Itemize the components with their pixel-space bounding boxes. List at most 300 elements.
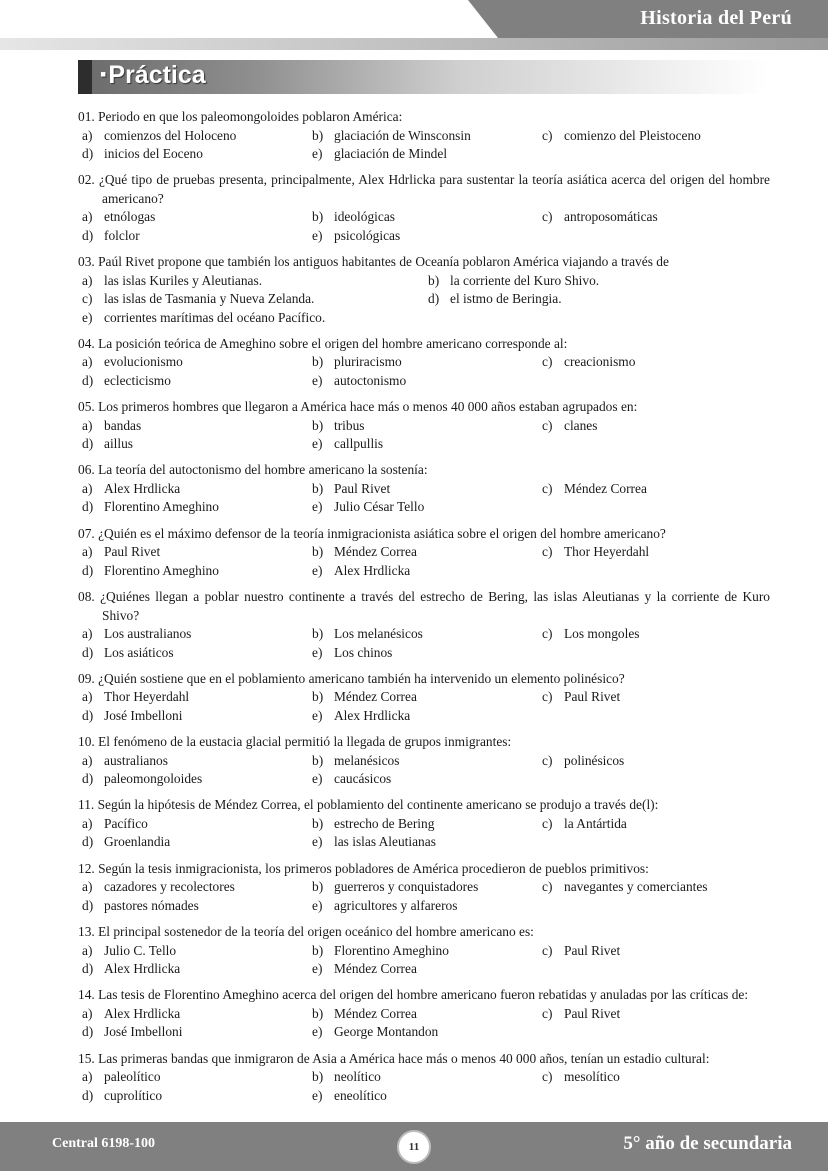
option-letter: e) xyxy=(312,644,323,660)
option-letter: d) xyxy=(82,897,94,913)
option-text: folclor xyxy=(104,227,140,243)
question-text: ¿Quién es el máximo defensor de la teoría inmigracionista asiática sobre el origen del hombre americano? xyxy=(98,525,666,541)
option-letter: b) xyxy=(312,209,324,225)
question-number: 01. xyxy=(78,109,95,124)
option-letter: c) xyxy=(542,689,553,705)
option-letter: a) xyxy=(82,942,93,958)
answer-option xyxy=(82,290,428,309)
answer-option xyxy=(82,480,312,499)
question-item xyxy=(78,171,770,245)
option-letter: c) xyxy=(542,417,553,433)
option-letter: b) xyxy=(312,417,324,433)
option-grid xyxy=(78,543,770,580)
option-letter: a) xyxy=(82,209,93,225)
option-text: comienzo del Pleistoceno xyxy=(564,127,701,143)
question-number: 13. xyxy=(78,924,95,940)
bullet-icon: ▪ xyxy=(100,64,107,84)
option-letter: e) xyxy=(312,146,323,161)
option-letter: d) xyxy=(82,146,94,161)
question-text: Las primeras bandas que inmigraron de Asia a América hace más o menos 40 000 años, tenían un estadio cultural: xyxy=(98,1050,710,1066)
option-letter: d) xyxy=(82,771,94,787)
option-letter: c) xyxy=(542,879,553,895)
question-number: 04. xyxy=(78,335,95,351)
answer-option xyxy=(542,688,774,707)
question-item xyxy=(78,525,770,581)
option-letter: e) xyxy=(312,1087,323,1103)
option-grid xyxy=(78,752,770,789)
option-text: paleolítico xyxy=(104,1069,161,1085)
answer-option xyxy=(312,942,542,961)
question-text: Los primeros hombres que llegaron a América hace más o menos 40 000 años estaban agrupados en: xyxy=(98,399,638,415)
option-text: Méndez Correa xyxy=(334,961,417,977)
option-text: evolucionismo xyxy=(104,354,183,370)
question-stem xyxy=(78,588,770,625)
question-stem xyxy=(78,923,770,942)
option-letter: e) xyxy=(312,227,323,243)
option-text: Thor Heyerdahl xyxy=(564,544,650,560)
option-grid xyxy=(78,353,770,390)
answer-option xyxy=(82,353,312,372)
option-text: Los asiáticos xyxy=(104,644,174,660)
answer-option xyxy=(312,353,542,372)
option-letter: b) xyxy=(312,480,324,496)
option-text: Alex Hrdlicka xyxy=(104,480,181,496)
option-letter: e) xyxy=(312,897,323,913)
option-text: tribus xyxy=(334,417,365,433)
answer-option xyxy=(82,145,312,164)
question-text: La posición teórica de Ameghino sobre el origen del hombre americano corresponde al: xyxy=(98,335,568,351)
option-letter: e) xyxy=(312,771,323,787)
option-text: Paul Rivet xyxy=(104,544,161,560)
question-item xyxy=(78,670,770,726)
option-letter: a) xyxy=(82,544,93,560)
question-item xyxy=(78,733,770,789)
option-letter: c) xyxy=(542,544,553,560)
option-letter: c) xyxy=(542,127,553,143)
answer-option xyxy=(82,562,312,581)
option-text: Julio C. Tello xyxy=(104,942,177,958)
question-item xyxy=(78,253,770,327)
option-letter: a) xyxy=(82,879,93,895)
option-text: Los australianos xyxy=(104,626,192,642)
option-grid xyxy=(78,272,770,328)
option-letter: a) xyxy=(82,689,93,705)
answer-option xyxy=(82,960,312,979)
answer-option xyxy=(312,127,542,146)
option-text: psicológicas xyxy=(334,227,401,243)
answer-option xyxy=(312,878,542,897)
option-text: glaciación de Mindel xyxy=(334,146,448,161)
option-letter: e) xyxy=(312,707,323,723)
option-letter: c) xyxy=(542,626,553,642)
option-letter: a) xyxy=(82,417,93,433)
answer-option xyxy=(312,372,542,391)
question-stem xyxy=(78,525,770,544)
option-text: Paul Rivet xyxy=(564,942,621,958)
question-number: 09. xyxy=(78,670,95,686)
section-title-text: Práctica xyxy=(108,61,206,89)
option-grid xyxy=(78,208,770,245)
question-number: 08. xyxy=(78,589,95,605)
option-letter: d) xyxy=(82,436,94,452)
answer-option xyxy=(542,543,774,562)
option-text: Paul Rivet xyxy=(564,689,621,705)
option-text: Méndez Correa xyxy=(334,544,417,560)
option-grid xyxy=(78,942,770,979)
answer-option xyxy=(82,815,312,834)
answer-option xyxy=(82,752,312,771)
option-letter: d) xyxy=(82,707,94,723)
option-letter: a) xyxy=(82,1005,93,1021)
option-text: eclecticismo xyxy=(104,372,171,388)
question-stem xyxy=(78,796,770,815)
question-number: 10. xyxy=(78,734,95,750)
option-text: inicios del Eoceno xyxy=(104,146,203,161)
option-letter: c) xyxy=(542,752,553,768)
answer-option xyxy=(82,227,312,246)
question-number: 15. xyxy=(78,1050,95,1066)
option-text: glaciación de Winsconsin xyxy=(334,127,471,143)
question-number: 07. xyxy=(78,525,95,541)
question-text: Según la hipótesis de Méndez Correa, el poblamiento del continente americano se produjo a través de(l): xyxy=(97,797,659,813)
option-text: cazadores y recolectores xyxy=(104,879,235,895)
answer-option xyxy=(82,707,312,726)
question-number: 11. xyxy=(78,797,95,813)
option-letter: d) xyxy=(82,644,94,660)
option-text: aillus xyxy=(104,436,134,452)
answer-option xyxy=(542,1005,774,1024)
section-banner-bar xyxy=(78,60,92,94)
answer-option xyxy=(312,752,542,771)
question-item xyxy=(78,860,770,916)
option-letter: b) xyxy=(312,689,324,705)
footer-phone: Central 6198-100 xyxy=(52,1136,156,1151)
answer-option xyxy=(312,707,542,726)
option-text: Alex Hrdlicka xyxy=(334,707,411,723)
option-letter: c) xyxy=(82,291,93,307)
answer-option xyxy=(82,644,312,663)
option-letter: e) xyxy=(312,834,323,850)
answer-option xyxy=(312,960,542,979)
option-letter: b) xyxy=(312,354,324,370)
option-letter: e) xyxy=(312,372,323,388)
option-letter: d) xyxy=(82,562,94,578)
option-text: paleomongoloides xyxy=(104,771,203,787)
option-letter: b) xyxy=(312,1005,324,1021)
answer-option xyxy=(312,833,542,852)
option-text: Florentino Ameghino xyxy=(104,562,219,578)
page-number: 11 xyxy=(397,1130,431,1164)
option-letter: a) xyxy=(82,815,93,831)
option-text: Paul Rivet xyxy=(564,1005,621,1021)
answer-option xyxy=(542,1068,774,1087)
option-text: las islas Kuriles y Aleutianas. xyxy=(104,272,263,288)
question-item xyxy=(78,461,770,517)
answer-option xyxy=(312,227,542,246)
footer-grade: 5° año de secundaria xyxy=(623,1133,792,1154)
option-grid xyxy=(78,815,770,852)
answer-option xyxy=(82,688,312,707)
answer-option xyxy=(82,897,312,916)
answer-option xyxy=(542,208,774,227)
option-letter: d) xyxy=(82,1024,94,1040)
option-text: Julio César Tello xyxy=(334,499,425,515)
answer-option xyxy=(542,417,774,436)
answer-option xyxy=(312,625,542,644)
option-letter: c) xyxy=(542,1069,553,1085)
option-text: Florentino Ameghino xyxy=(104,499,219,515)
answer-option xyxy=(82,625,312,644)
option-text: neolítico xyxy=(334,1069,381,1085)
question-item xyxy=(78,986,770,1042)
option-grid xyxy=(78,480,770,517)
answer-option xyxy=(312,1068,542,1087)
question-list xyxy=(78,108,770,1113)
option-text: cuprolítico xyxy=(104,1087,163,1103)
question-item xyxy=(78,335,770,391)
option-text: Los melanésicos xyxy=(334,626,423,642)
option-text: Los chinos xyxy=(334,644,393,660)
question-item xyxy=(78,588,770,662)
option-letter: b) xyxy=(312,1069,324,1085)
answer-option xyxy=(428,272,774,291)
option-text: José Imbelloni xyxy=(104,707,183,723)
question-number: 06. xyxy=(78,462,95,478)
option-letter: a) xyxy=(82,626,93,642)
section-banner xyxy=(78,60,768,94)
option-text: las islas de Tasmania y Nueva Zelanda. xyxy=(104,291,315,307)
option-letter: d) xyxy=(82,1087,94,1103)
option-text: José Imbelloni xyxy=(104,1024,183,1040)
answer-option xyxy=(82,372,312,391)
question-stem xyxy=(78,670,770,689)
option-text: pastores nómades xyxy=(104,897,199,913)
option-text: Alex Hrdlicka xyxy=(104,1005,181,1021)
question-text: ¿Qué tipo de pruebas presenta, principalmente, Alex Hdrlicka para sustentar la teoría asiática acerca del origen del hombre americano? xyxy=(98,172,770,206)
option-grid xyxy=(78,625,770,662)
option-letter: e) xyxy=(312,562,323,578)
answer-option xyxy=(312,1023,542,1042)
option-letter: e) xyxy=(312,1024,323,1040)
answer-option xyxy=(312,688,542,707)
option-letter: b) xyxy=(312,815,324,831)
option-letter: d) xyxy=(82,961,94,977)
option-text: eneolítico xyxy=(334,1087,387,1103)
answer-option xyxy=(312,562,542,581)
option-text: melanésicos xyxy=(334,752,400,768)
option-text: etnólogas xyxy=(104,209,156,225)
question-stem xyxy=(78,335,770,354)
header-band xyxy=(0,38,828,50)
option-letter: b) xyxy=(312,544,324,560)
option-text: Thor Heyerdahl xyxy=(104,689,190,705)
option-letter: b) xyxy=(312,626,324,642)
answer-option xyxy=(312,897,542,916)
answer-option xyxy=(312,770,542,789)
question-number: 02. xyxy=(78,172,95,188)
option-letter: e) xyxy=(312,961,323,977)
option-text: mesolítico xyxy=(564,1069,620,1085)
option-grid xyxy=(78,878,770,915)
option-grid xyxy=(78,1005,770,1042)
option-text: Alex Hrdlicka xyxy=(334,562,411,578)
answer-option xyxy=(312,145,542,164)
question-stem xyxy=(78,860,770,879)
option-letter: d) xyxy=(82,834,94,850)
question-stem xyxy=(78,986,770,1005)
option-letter: d) xyxy=(82,372,94,388)
question-item xyxy=(78,1050,770,1106)
option-letter: c) xyxy=(542,815,553,831)
option-grid xyxy=(78,688,770,725)
answer-option xyxy=(312,1005,542,1024)
answer-option xyxy=(82,435,312,454)
question-item xyxy=(78,796,770,852)
option-letter: c) xyxy=(542,209,553,225)
option-text: Méndez Correa xyxy=(334,689,417,705)
option-letter: b) xyxy=(312,752,324,768)
option-text: corrientes marítimas del océano Pacífico. xyxy=(104,309,326,325)
answer-option xyxy=(312,644,542,663)
question-item xyxy=(78,108,770,164)
option-text: Paul Rivet xyxy=(334,480,391,496)
question-text: ¿Quién sostiene que en el poblamiento americano también ha intervenido un elemento polinésico? xyxy=(98,670,625,686)
option-grid xyxy=(78,127,770,164)
answer-option xyxy=(82,878,312,897)
question-text: La teoría del autoctonismo del hombre americano la sostenía: xyxy=(98,462,428,478)
option-text: Florentino Ameghino xyxy=(334,942,449,958)
option-letter: a) xyxy=(82,480,93,496)
answer-option xyxy=(542,942,774,961)
answer-option xyxy=(542,353,774,372)
option-text: navegantes y comerciantes xyxy=(564,879,708,895)
answer-option xyxy=(82,498,312,517)
answer-option xyxy=(542,878,774,897)
option-text: clanes xyxy=(564,417,598,433)
answer-option xyxy=(312,435,542,454)
option-letter: c) xyxy=(542,480,553,496)
answer-option xyxy=(82,417,312,436)
option-text: caucásicos xyxy=(334,771,392,787)
question-text: El principal sostenedor de la teoría del origen oceánico del hombre americano es: xyxy=(98,924,534,940)
option-text: las islas Aleutianas xyxy=(334,834,436,850)
question-text: Paúl Rivet propone que también los antiguos habitantes de Oceanía poblaron América viajando a través de xyxy=(98,254,669,270)
option-text: la Antártida xyxy=(564,815,627,831)
answer-option xyxy=(542,625,774,644)
answer-option xyxy=(542,480,774,499)
answer-option xyxy=(82,942,312,961)
option-letter: a) xyxy=(82,354,93,370)
answer-option xyxy=(82,127,312,146)
option-text: Alex Hrdlicka xyxy=(104,961,181,977)
question-number: 05. xyxy=(78,399,95,415)
answer-option xyxy=(312,1087,542,1106)
option-letter: b) xyxy=(312,127,324,143)
option-text: la corriente del Kuro Shivo. xyxy=(450,272,600,288)
question-text: ¿Quiénes llegan a poblar nuestro continente a través del estrecho de Bering, las islas Aleutianas y la corriente de Kuro Shivo? xyxy=(100,589,770,623)
answer-option xyxy=(428,290,774,309)
answer-option xyxy=(312,498,542,517)
option-text: polinésicos xyxy=(564,752,625,768)
option-text: Groenlandia xyxy=(104,834,171,850)
answer-option xyxy=(82,272,428,291)
answer-option xyxy=(312,480,542,499)
answer-option xyxy=(82,208,312,227)
answer-option xyxy=(312,543,542,562)
option-text: ideológicas xyxy=(334,209,395,225)
answer-option xyxy=(312,417,542,436)
option-letter: b) xyxy=(312,942,324,958)
answer-option xyxy=(542,752,774,771)
answer-option xyxy=(82,1068,312,1087)
question-number: 14. xyxy=(78,987,95,1003)
option-letter: c) xyxy=(542,354,553,370)
option-grid xyxy=(78,417,770,454)
question-stem xyxy=(78,461,770,480)
answer-option xyxy=(542,127,774,146)
option-letter: d) xyxy=(428,291,440,307)
answer-option xyxy=(312,815,542,834)
answer-option xyxy=(312,208,542,227)
answer-option xyxy=(82,1087,312,1106)
question-item xyxy=(78,923,770,979)
option-text: agricultores y alfareros xyxy=(334,897,458,913)
option-letter: c) xyxy=(542,1005,553,1021)
option-text: el istmo de Beringia. xyxy=(450,291,562,307)
option-text: antroposomáticas xyxy=(564,209,658,225)
question-text: Las tesis de Florentino Ameghino acerca del origen del hombre americano fueron rebatidas y anuladas por las críticas de: xyxy=(98,987,749,1003)
question-stem xyxy=(78,398,770,417)
option-letter: e) xyxy=(82,309,93,325)
option-letter: b) xyxy=(428,272,440,288)
page-header xyxy=(0,0,828,50)
answer-option xyxy=(82,543,312,562)
option-letter: a) xyxy=(82,127,93,143)
option-letter: d) xyxy=(82,499,94,515)
question-stem xyxy=(78,171,770,208)
option-letter: b) xyxy=(312,879,324,895)
option-letter: a) xyxy=(82,272,93,288)
option-text: autoctonismo xyxy=(334,372,407,388)
option-text: australianos xyxy=(104,752,168,768)
page-footer xyxy=(0,1122,828,1171)
section-title xyxy=(100,61,206,90)
question-text: El fenómeno de la eustacia glacial permitió la llegada de grupos inmigrantes: xyxy=(98,734,512,750)
question-stem xyxy=(78,1050,770,1069)
answer-option xyxy=(542,815,774,834)
option-text: Méndez Correa xyxy=(564,480,647,496)
question-text: Periodo en que los paleomongoloides poblaron América: xyxy=(98,109,403,124)
option-text: pluriracismo xyxy=(334,354,402,370)
answer-option xyxy=(82,1005,312,1024)
question-number: 12. xyxy=(78,860,95,876)
option-text: creacionismo xyxy=(564,354,636,370)
option-letter: c) xyxy=(542,942,553,958)
option-letter: e) xyxy=(312,436,323,452)
option-text: George Montandon xyxy=(334,1024,439,1040)
answer-option xyxy=(82,833,312,852)
question-stem xyxy=(78,733,770,752)
option-text: comienzos del Holoceno xyxy=(104,127,237,143)
option-text: Pacífico xyxy=(104,815,148,831)
option-text: Los mongoles xyxy=(564,626,640,642)
answer-option xyxy=(82,770,312,789)
option-text: guerreros y conquistadores xyxy=(334,879,479,895)
option-letter: e) xyxy=(312,499,323,515)
option-text: estrecho de Bering xyxy=(334,815,435,831)
option-letter: a) xyxy=(82,752,93,768)
option-text: Méndez Correa xyxy=(334,1005,417,1021)
